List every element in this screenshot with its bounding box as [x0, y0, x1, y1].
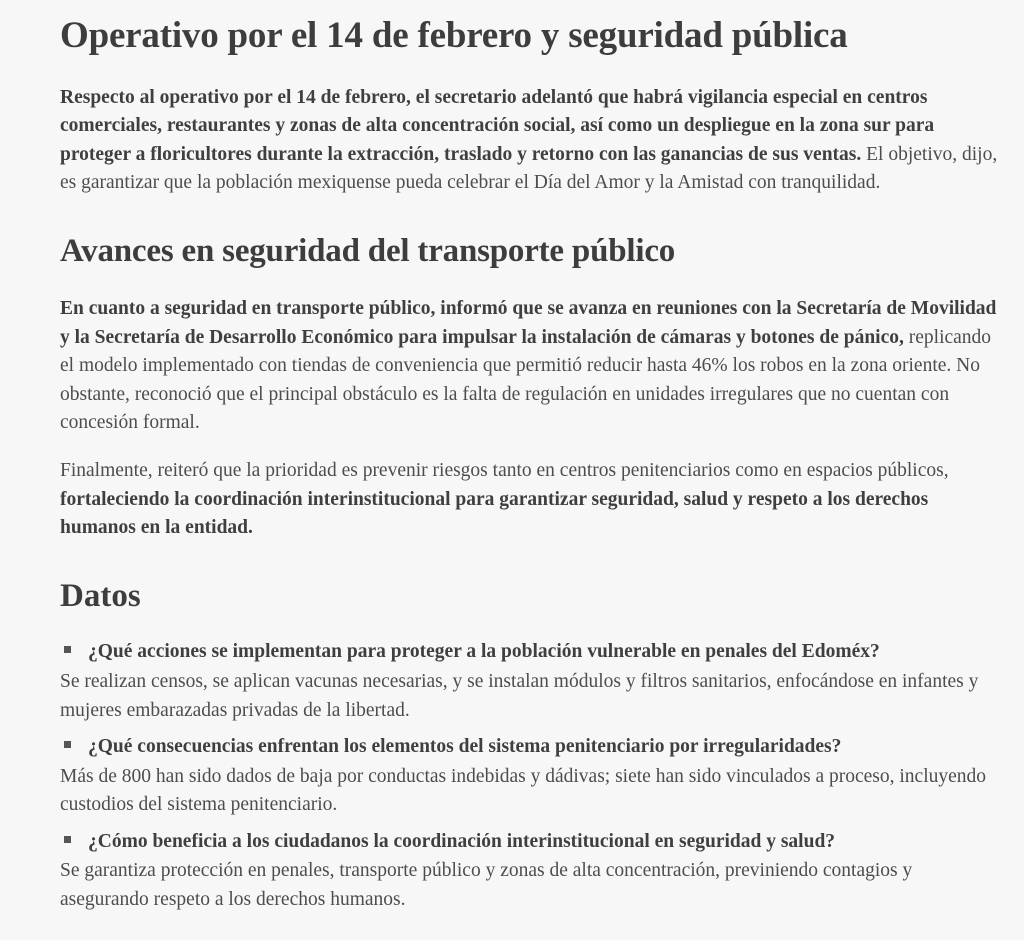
faq-question [60, 733, 1000, 761]
section-title-transporte: Avances en seguridad del transporte público [60, 232, 676, 269]
intro-paragraph [60, 84, 1000, 198]
faq-list [60, 638, 1000, 914]
intro-paragraph-lead: Respecto al operativo por el 14 de febrero, el secretario adelantó que habrá vigilancia especial en centros comerciales, restaurantes y zonas de alta concentración social, así como un despliegue en la zona sur para proteger a floricultores durante la extracción, traslado y retorno con las ganancias de sus ventas. [60, 86, 935, 165]
faq-answer: Se realizan censos, se aplican vacunas necesarias, y se instalan módulos y filtros sanitarios, enfocándose en infantes y mujeres embarazadas privadas de la libertad. [60, 671, 979, 721]
square-bullet-icon [64, 836, 71, 843]
faq-question-text: ¿Qué acciones se implementan para proteger a la población vulnerable en penales del Edoméx? [88, 641, 880, 663]
transporte-paragraph-lead: En cuanto a seguridad en transporte público, informó que se avanza en reuniones con la Secretaría de Movilidad y la Secretaría de Desarrollo Económico para impulsar la instalación de cámaras y botones de pánico, [60, 298, 997, 348]
list-item [60, 733, 1000, 820]
section-title-datos: Datos [60, 577, 141, 614]
list-item [60, 828, 1000, 915]
faq-question-text: ¿Qué consecuencias enfrentan los elementos del sistema penitenciario por irregularidades? [88, 736, 842, 758]
square-bullet-icon [64, 741, 71, 748]
faq-question-text: ¿Cómo beneficia a los ciudadanos la coordinación interinstitucional en seguridad y salud? [88, 830, 836, 852]
faq-question [60, 638, 1000, 666]
faq-answer: Se garantiza protección en penales, transporte público y zonas de alta concentración, previniendo contagios y asegurando respeto a los derechos humanos. [60, 860, 913, 910]
faq-answer: Más de 800 han sido dados de baja por conductas indebidas y dádivas; siete han sido vinculados a proceso, incluyendo custodios del sistema penitenciario. [60, 765, 987, 816]
cierre-paragraph-pre: Finalmente, reiteró que la prioridad es prevenir riesgos tanto en centros penitenciarios como en espacios públicos, [60, 460, 949, 482]
intro-paragraph-rest: El objetivo, dijo, es garantizar que la población mexiquense pueda celebrar el Día del Amor y la Amistad con tranquilidad. [60, 143, 998, 194]
faq-question [60, 828, 1000, 856]
cierre-paragraph [60, 457, 1000, 542]
page-title: Operativo por el 14 de febrero y seguridad pública [60, 15, 848, 56]
cierre-paragraph-bold: fortaleciendo la coordinación interinstitucional para garantizar seguridad, salud y respeto a los derechos humanos en la entidad. [60, 488, 929, 539]
article-body [0, 14, 1024, 940]
transporte-paragraph-rest: replicando el modelo implementado con tiendas de conveniencia que permitió reducir hasta 46% los robos en la zona oriente. No obstante, reconoció que el principal obstáculo es la falta de regulación en unidades irregulares que no cuentan con concesión formal. [60, 326, 992, 433]
transporte-paragraph [60, 295, 1000, 437]
list-item [60, 638, 1000, 725]
square-bullet-icon [64, 646, 71, 653]
